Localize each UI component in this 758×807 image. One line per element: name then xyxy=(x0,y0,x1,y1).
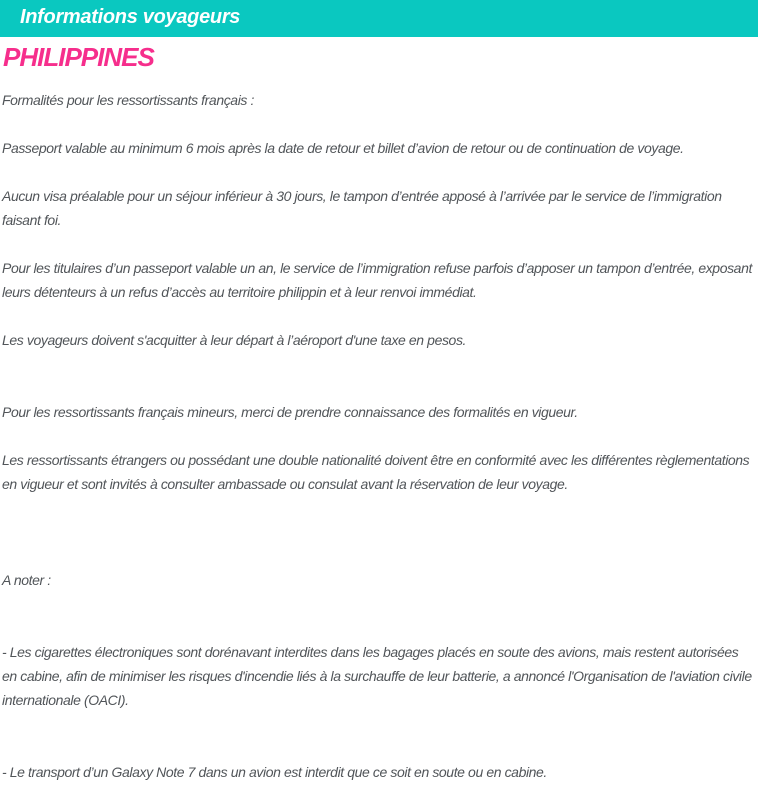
blank-line xyxy=(2,304,756,328)
paragraph: Aucun visa préalable pour un séjour inférieur à 30 jours, le tampon d’entrée apposé à l’arrivée par le service de l’immigration faisant foi. xyxy=(2,187,722,228)
blank-line xyxy=(2,232,756,256)
paragraph: Les voyageurs doivent s'acquitter à leur départ à l’aéroport d'une taxe en pesos. xyxy=(2,331,467,348)
paragraph: - Les cigarettes électroniques sont dorénavant interdites dans les bagages placés en soute des avions, mais restent autorisées en cabine, afin de minimiser les risques d'incendie liés à la surchauffe de leur batterie, a annoncé l'Organisation de l'aviation civile internationale (OACI). xyxy=(2,643,752,708)
header-title: Informations voyageurs xyxy=(20,6,241,28)
paragraph-list xyxy=(2,88,756,784)
paragraph: Les ressortissants étrangers ou possédant une double nationalité doivent être en conformité avec les différentes règlementations en vigueur et sont invités à consulter ambassade ou consulat avant la réservation de leur voyage. xyxy=(2,451,750,492)
paragraph: Pour les titulaires d’un passeport valable un an, le service de l’immigration refuse parfois d’apposer un tampon d’entrée, exposant leurs détenteurs à un refus d’accès au territoire philippin et à leur renvoi immédiat. xyxy=(2,259,752,300)
paragraph: - Le transport d’un Galaxy Note 7 dans un avion est interdit que ce soit en soute ou en cabine. xyxy=(2,763,547,780)
blank-line xyxy=(2,496,756,520)
blank-line xyxy=(2,352,756,376)
page-title: PHILIPPINES xyxy=(3,42,154,72)
blank-line xyxy=(2,616,756,640)
blank-line xyxy=(2,424,756,448)
blank-line xyxy=(2,520,756,544)
paragraph: Passeport valable au minimum 6 mois après la date de retour et billet d’avion de retour ou de continuation de voyage. xyxy=(2,139,684,156)
blank-line xyxy=(2,544,756,568)
content-area xyxy=(0,43,758,784)
blank-line xyxy=(2,736,756,760)
paragraph: A noter : xyxy=(2,571,51,588)
blank-line xyxy=(2,112,756,136)
blank-line xyxy=(2,376,756,400)
blank-line xyxy=(2,712,756,736)
paragraph: Pour les ressortissants français mineurs, merci de prendre connaissance des formalités en vigueur. xyxy=(2,403,578,420)
blank-line xyxy=(2,592,756,616)
header-bar xyxy=(0,0,758,37)
paragraph: Formalités pour les ressortissants français : xyxy=(2,91,254,108)
blank-line xyxy=(2,160,756,184)
